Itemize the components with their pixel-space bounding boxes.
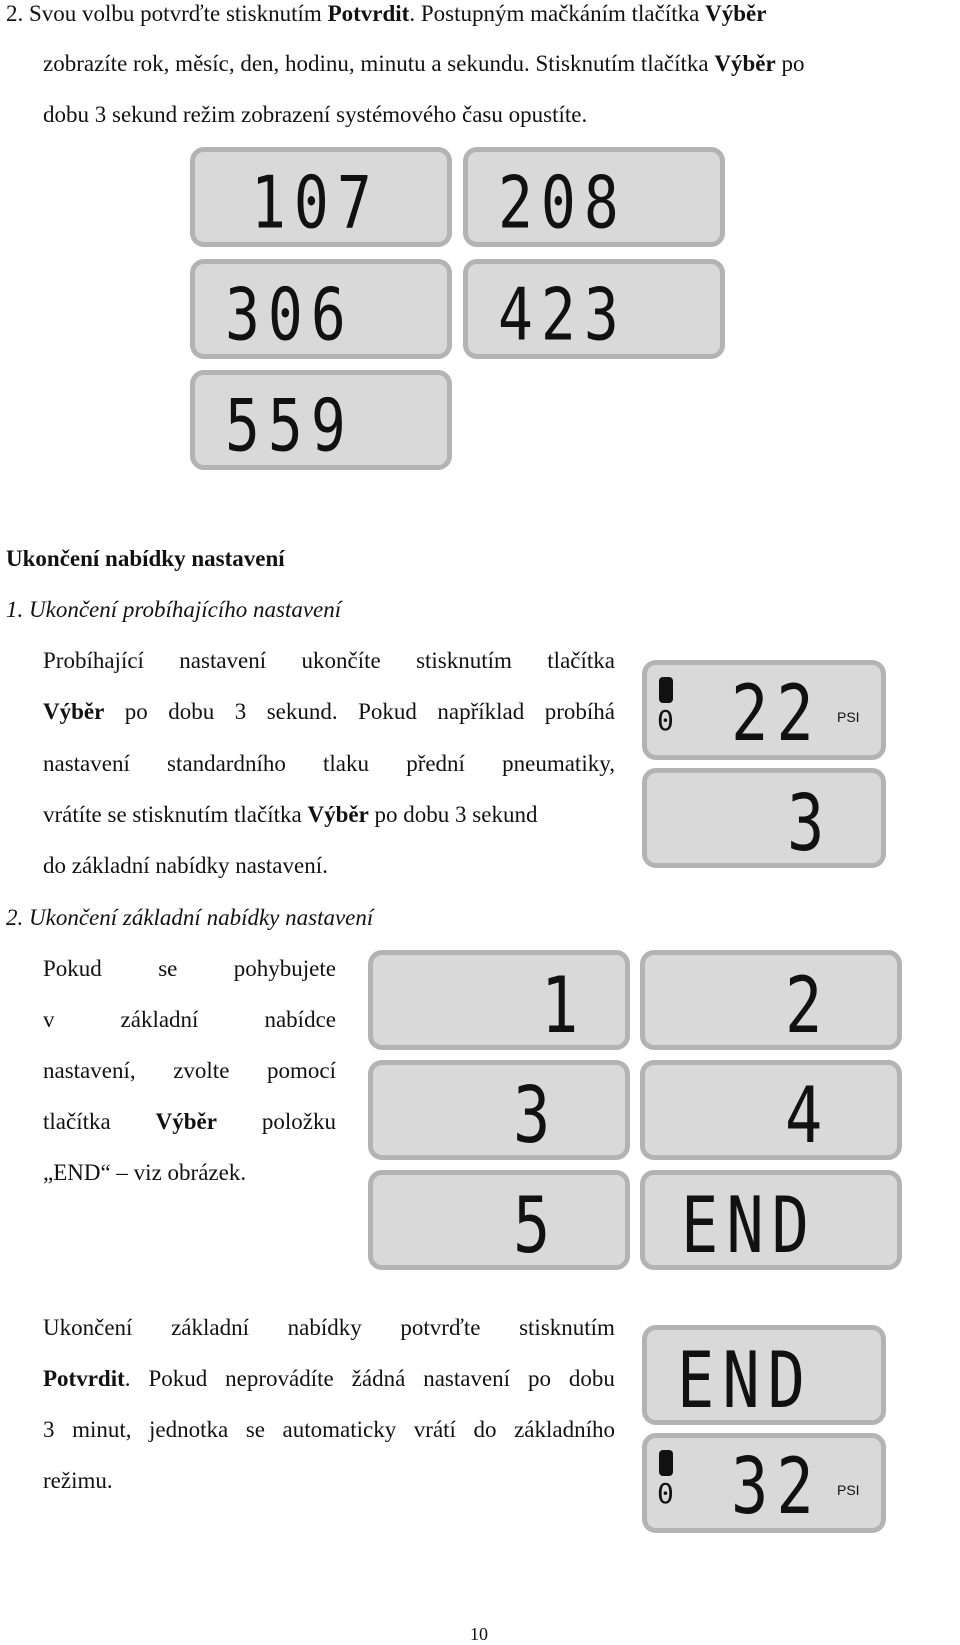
lcd-value: 423	[498, 271, 627, 357]
text-run: po	[775, 51, 805, 76]
lcd-indicator: 0	[657, 1477, 674, 1510]
text-run: . Postupným mačkáním tlačítka	[409, 1, 706, 26]
intro-line-3	[43, 101, 587, 129]
word: Pokud	[358, 699, 417, 724]
word: 3	[234, 699, 247, 724]
closing-line-4	[43, 1467, 113, 1495]
word: jednotka	[149, 1417, 229, 1442]
lcd-display-3	[642, 768, 886, 868]
word: stisknutím	[416, 648, 512, 673]
word: Ukončení	[43, 1315, 133, 1340]
item2-title: 2. Ukončení základní nabídky nastavení	[6, 905, 374, 930]
word: pneumatiky,	[502, 751, 615, 776]
word: zvolte	[173, 1058, 230, 1083]
bold-text: Výběr	[714, 51, 776, 76]
item1-title: 1. Ukončení probíhajícího nastavení	[6, 597, 342, 622]
word: pohybujete	[233, 956, 336, 981]
battery-icon	[659, 677, 673, 703]
item2-line-2	[43, 1006, 336, 1034]
item2-line-5	[43, 1159, 246, 1187]
text-run: režimu.	[43, 1468, 113, 1493]
word: základní	[171, 1315, 249, 1340]
item1-line-2	[43, 698, 615, 726]
lcd-value: 208	[498, 159, 627, 245]
text-run: „END“ – viz obrázek.	[43, 1160, 247, 1185]
lcd-value: 306	[225, 271, 354, 357]
word: probíhá	[544, 699, 615, 724]
lcd-value: 5	[513, 1179, 559, 1271]
word: do	[473, 1417, 497, 1442]
lcd-value: 4	[785, 1069, 831, 1161]
bold-text: Výběr	[705, 1, 767, 26]
lcd-menu-4	[640, 1060, 902, 1160]
lcd-unit: PSI	[837, 709, 860, 725]
word: v	[43, 1007, 55, 1032]
lcd-display-time-4	[463, 259, 725, 359]
lcd-display-pressure-32	[642, 1433, 886, 1533]
lcd-value: 107	[251, 159, 380, 245]
word: základní	[120, 1007, 199, 1032]
bold-text: Výběr	[307, 802, 369, 827]
page-number: 10	[470, 1624, 488, 1644]
lcd-display-time-5	[190, 370, 452, 470]
item1-line-1	[43, 647, 615, 675]
word: například	[437, 699, 525, 724]
word: se	[158, 956, 178, 981]
text-run: zobrazíte rok, měsíc, den, hodinu, minutu a sekundu. Stisknutím tlačítka	[43, 51, 715, 76]
item2-line-3	[43, 1057, 336, 1085]
word: pomocí	[267, 1058, 336, 1083]
word: 3	[43, 1417, 55, 1442]
word: Pokud	[148, 1366, 208, 1391]
word: tlačítka	[547, 648, 615, 673]
word: nastavení	[179, 648, 267, 673]
item1-line-5	[43, 852, 328, 880]
bold-text: Potvrdit	[327, 1, 410, 26]
word: nastavení	[43, 751, 130, 776]
lcd-value: END	[681, 1179, 817, 1271]
word: tlačítka	[43, 1109, 111, 1134]
bold-word: Potvrdit.	[43, 1366, 131, 1391]
word: základního	[514, 1417, 615, 1442]
intro-line-1	[6, 0, 766, 28]
lcd-value: 32	[731, 1440, 822, 1532]
lcd-value: 559	[225, 382, 354, 468]
word: přední	[406, 751, 465, 776]
battery-icon	[659, 1450, 673, 1476]
word: po	[528, 1366, 551, 1391]
lcd-value: END	[677, 1334, 813, 1426]
word: po	[124, 699, 148, 724]
word: sekund.	[266, 699, 338, 724]
closing-line-1	[43, 1314, 615, 1342]
word: nastavení	[423, 1366, 511, 1391]
word: položku	[261, 1109, 336, 1134]
lcd-value: 3	[787, 777, 833, 869]
lcd-display-time-3	[190, 259, 452, 359]
word: vrátí	[413, 1417, 456, 1442]
word: dobu	[168, 699, 215, 724]
lcd-value: 22	[731, 667, 822, 759]
lcd-value: 1	[541, 959, 587, 1051]
lcd-value: 2	[785, 959, 831, 1051]
word: žádná	[351, 1366, 406, 1391]
word: stisknutím	[519, 1315, 615, 1340]
word: automaticky	[282, 1417, 397, 1442]
lcd-menu-5	[368, 1170, 630, 1270]
lcd-indicator: 0	[657, 704, 674, 737]
lcd-menu-2	[640, 950, 902, 1050]
lcd-menu-3	[368, 1060, 630, 1160]
bold-word: Výběr	[155, 1109, 217, 1134]
text-run: 2. Svou volbu potvrďte stisknutím	[6, 1, 328, 26]
lcd-display-pressure-22	[642, 660, 886, 760]
word: potvrďte	[400, 1315, 481, 1340]
word: tlaku	[323, 751, 370, 776]
bold-word: Výběr	[43, 699, 105, 724]
closing-line-3	[43, 1416, 615, 1444]
item2-line-4	[43, 1108, 336, 1136]
word: Pokud	[43, 956, 102, 981]
word: minut,	[72, 1417, 132, 1442]
lcd-value: 3	[513, 1069, 559, 1161]
word: nastavení,	[43, 1058, 136, 1083]
lcd-display-time-1	[190, 147, 452, 247]
word: nabídce	[264, 1007, 336, 1032]
word: Probíhající	[43, 648, 144, 673]
word: nabídky	[287, 1315, 362, 1340]
lcd-menu-end	[640, 1170, 902, 1270]
lcd-display-time-2	[463, 147, 725, 247]
closing-line-2	[43, 1365, 615, 1393]
section-heading: Ukončení nabídky nastavení	[6, 546, 285, 571]
item1-line-4	[43, 801, 537, 829]
text-run: dobu 3 sekund režim zobrazení systémového času opustíte.	[43, 102, 588, 127]
word: neprovádíte	[225, 1366, 334, 1391]
item2-line-1	[43, 955, 336, 983]
word: standardního	[167, 751, 286, 776]
text-run: vrátíte se stisknutím tlačítka	[43, 802, 308, 827]
lcd-display-end	[642, 1325, 886, 1425]
word: se	[245, 1417, 265, 1442]
word: dobu	[568, 1366, 615, 1391]
word: ukončíte	[301, 648, 381, 673]
lcd-menu-1	[368, 950, 630, 1050]
lcd-unit: PSI	[837, 1482, 860, 1498]
intro-line-2	[43, 50, 804, 78]
text-run: po dobu 3 sekund	[368, 802, 538, 827]
item1-line-3	[43, 750, 615, 778]
text-run: do základní nabídky nastavení.	[43, 853, 328, 878]
